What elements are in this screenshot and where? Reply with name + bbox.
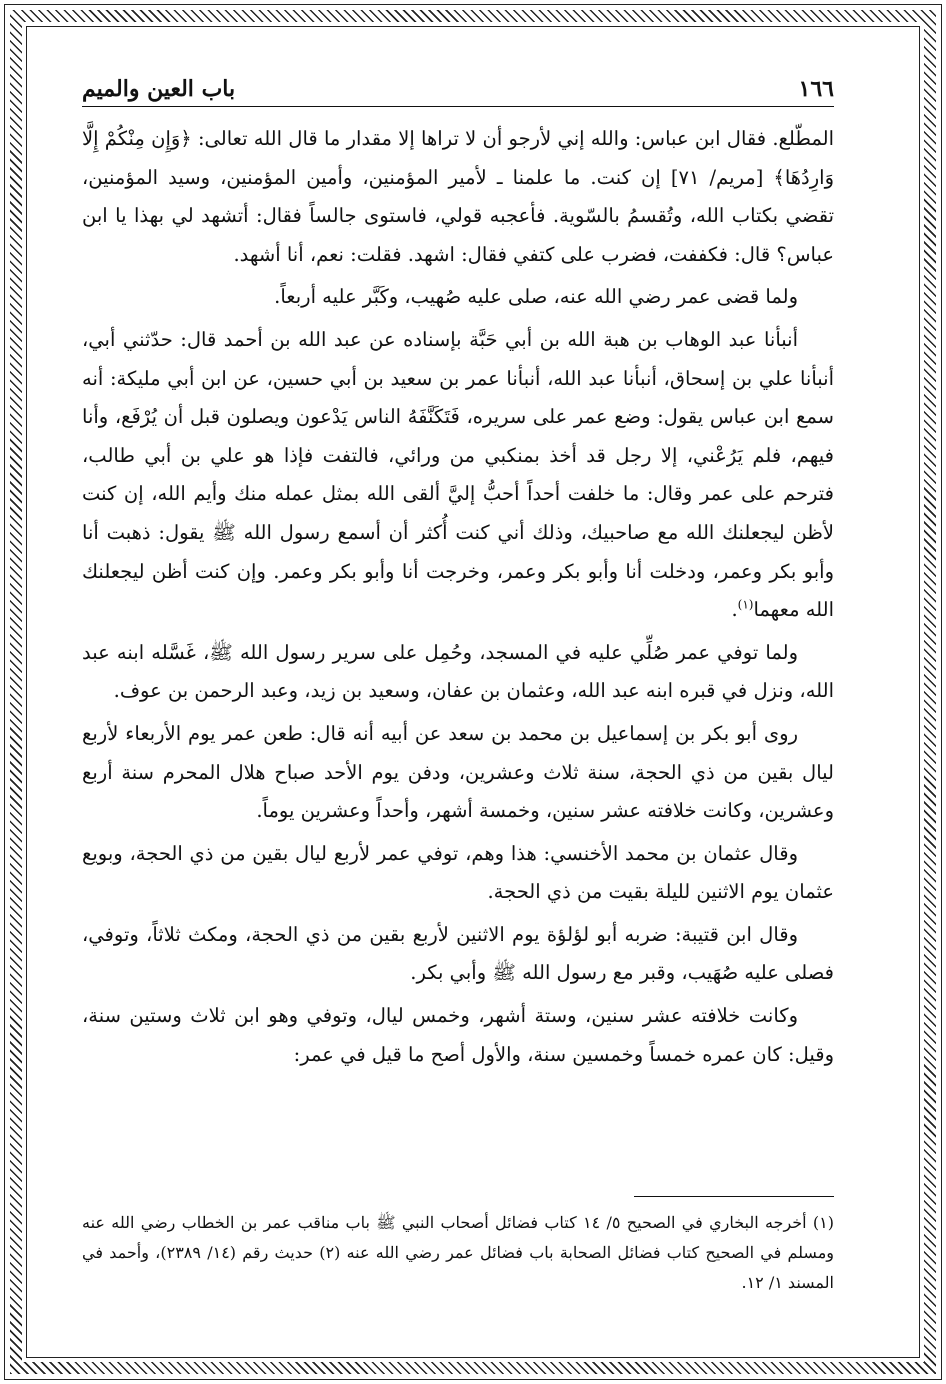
paragraph-with-footnote	[82, 321, 834, 630]
page-number: ١٦٦	[798, 76, 834, 102]
paragraph-tail: .	[731, 598, 738, 622]
footnote-separator	[634, 1196, 834, 1197]
paragraph: ولما قضى عمر رضي الله عنه، صلى عليه صُهيب، وكَبَّر عليه أربعاً.	[274, 285, 798, 309]
footnote-text: (١) أخرجه البخاري في الصحيح ٥/ ١٤ كتاب فضائل أصحاب النبي ﷺ باب مناقب عمر بن الخطاب رضي الله عنه ومسلم في الصحيح كتاب فضائل الصحابة باب فضائل عمر رضي الله عنه (٢) حديث رقم (١٤/ ٢٣٨٩)، وأحمد في المسند ١/ ١٢.	[82, 1213, 835, 1292]
paragraph: المطّلع. فقال ابن عباس: والله إني لأرجو أن لا تراها إلا مقدار ما قال الله تعالى: ﴿وَإِن مِنْكُمْ إِلَّا وَارِدُهَا﴾ [مريم/ ٧١] إن كنت. ما علمنا ـ لأمير المؤمنين، وأمين المؤمنين، وسيد المؤمنين، تقضي بكتاب الله، وتُقسمُ بالسّوية. فأعجبه قولي، فاستوى جالساً فقال: أتشهد لي بهذا يا ابن عباس؟ قال: فكففت، فضرب على كتفي فقال: اشهد. فقلت: نعم، أنا أشهد.	[82, 127, 834, 266]
paragraph: وقال ابن قتيبة: ضربه أبو لؤلؤة يوم الاثنين لأربع بقين من ذي الحجة، ومكث ثلاثاً، وتوفي، فصلى عليه صُهَيب، وقبر مع رسول الله ﷺ وأبي بكر.	[82, 922, 834, 985]
paragraph: وكانت خلافته عشر سنين، وستة أشهر، وخمس ليال، وتوفي وهو ابن ثلاث وستين سنة، وقيل: كان عمره خمساً وخمسين سنة، والأول أصح ما قيل في عمر:	[82, 1004, 834, 1066]
main-text	[82, 120, 834, 1078]
footnote-area	[82, 1208, 834, 1298]
footnote-reference: (١)	[737, 597, 754, 612]
chapter-title: باب العين والميم	[82, 76, 236, 102]
paragraph: روى أبو بكر بن إسماعيل بن محمد بن سعد عن أبيه أنه قال: طعن عمر يوم الأربعاء لأربع ليال بقين من ذي الحجة، سنة ثلاث وعشرين، ودفن يوم الأحد صباح هلال المحرم سنة أربع وعشرين، وكانت خلافته عشر سنين، وخمسة أشهر، وأحداً وعشرين يوماً.	[82, 721, 834, 823]
running-header	[82, 66, 834, 102]
paragraph-text: أنبأنا عبد الوهاب بن هبة الله بن أبي حَبَّة بإسناده عن عبد الله بن أحمد قال: حدّثني أبي، أنبأنا علي بن إسحاق، أنبأنا عبد الله، أنبأنا عمر بن سعيد بن أبي حسين، عن ابن أبي مليكة: أنه سمع ابن عباس يقول: وضع عمر على سريره، فَتَكَنَّفَهُ الناس يَدْعون ويصلون قبل أن يُرْفَع، وأنا فيهم، فلم يَرُعْني، إلا رجل قد أخذ بمنكبي من ورائي، فالتفت فإذا هو علي بن أبي طالب، فترحم على عمر وقال: ما خلفت أحداً أحبُّ إليَّ ألقى الله بمثل عمله منك وأيم الله، إن كنت لأظن ليجعلنك الله مع صاحبيك، وذلك أني كنت أُكثر أن أسمع رسول الله ﷺ يقول: ذهبت أنا وأبو بكر وعمر، ودخلت أنا وأبو بكر وعمر، وخرجت أنا وأبو بكر وعمر. وإن كنت أظن ليجعلنك الله معهما	[82, 327, 834, 622]
paragraph: ولما توفي عمر صُلِّي عليه في المسجد، وحُمِل على سرير رسول الله ﷺ، غَسَّله ابنه عبد الله، ونزل في قبره ابنه عبد الله، وعثمان بن عفان، وسعيد بن زيد، وعبد الرحمن بن عوف.	[82, 640, 834, 703]
header-rule	[82, 106, 834, 107]
paragraph: وقال عثمان بن محمد الأخنسي: هذا وهم، توفي عمر لأربع ليال بقين من ذي الحجة، وبويع عثمان يوم الاثنين لليلة بقيت من ذي الحجة.	[82, 841, 834, 904]
